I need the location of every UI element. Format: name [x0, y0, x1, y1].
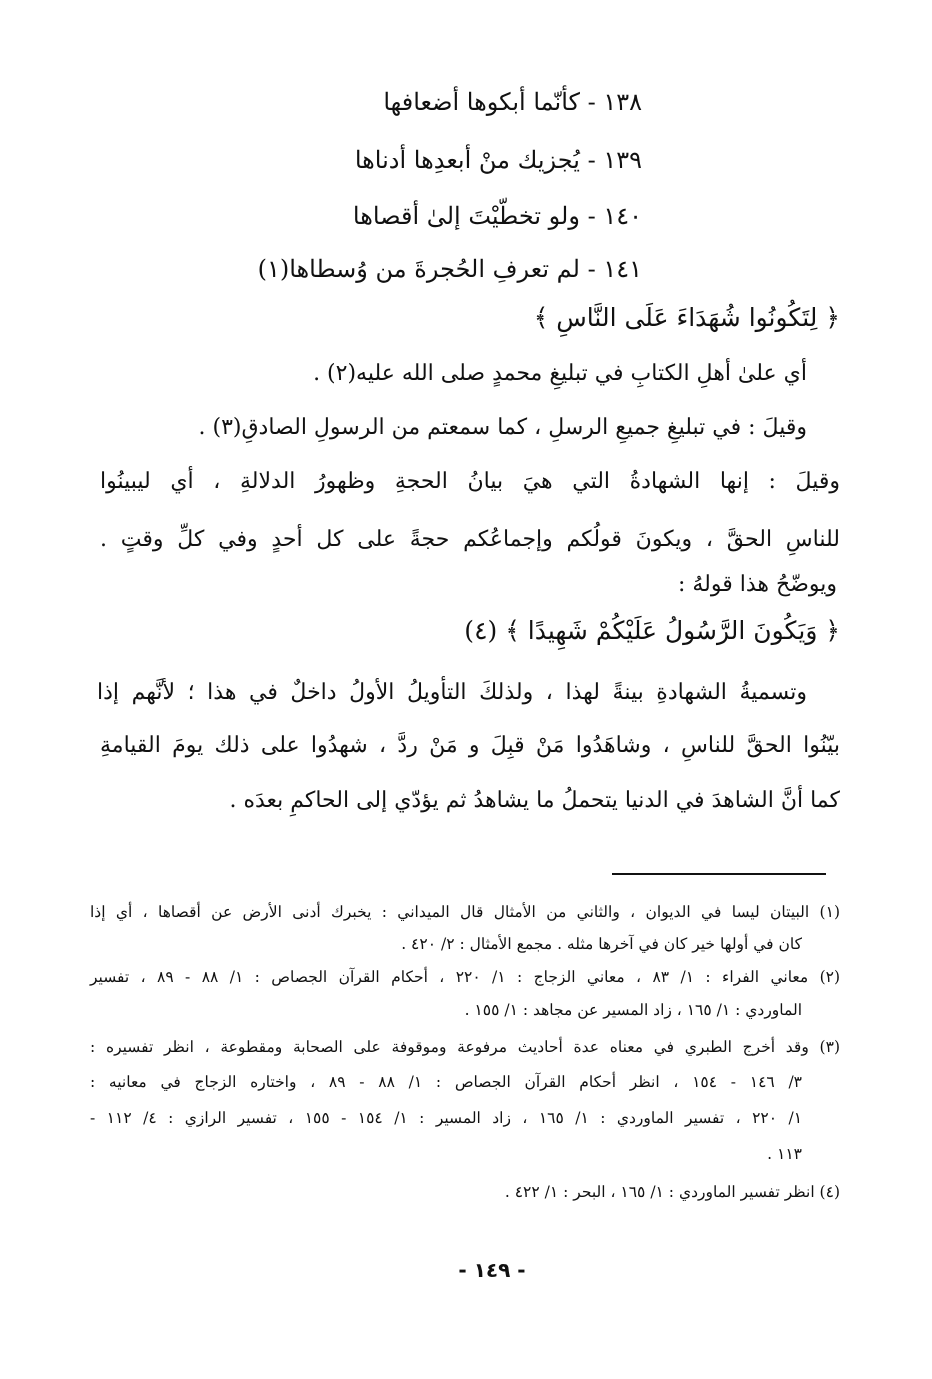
paragraph-4-line-3: كما أنَّ الشاهدَ في الدنيا يتحملُ ما يشاهدُ ثم يؤدّي إلى الحاكمِ بعدَه . — [229, 788, 840, 813]
quran-quote-2: ﴿ وَيَكُونَ الرَّسُولُ عَلَيْكُمْ شَهِيدًا ﴾ (٤) — [464, 616, 840, 645]
paragraph-4-line-1: وتسميةُ الشهادةِ بينةً لهذا ، ولذلكَ التأويلُ الأولُ داخلٌ في هذا ؛ لأنَّهم إذا — [97, 680, 807, 705]
footnote-3-line-1: (٣) وقد أخرج الطبري في معناه عدة أحاديث مرفوعة وموقوفة على الصحابة ومقطوعة ، انظر تفسيره : — [90, 1038, 840, 1056]
paragraph-4-line-2: بيّنُوا الحقَّ للناسِ ، وشاهَدُوا مَنْ قبِلَ و مَنْ ردَّ ، شهدُوا على ذلك يومَ القيامةِ — [100, 733, 840, 758]
footnote-1-line-1: (١) البيتان ليسا في الديوان ، والثاني من الأمثال قال الميداني : يخبرك أدنى الأرض عن أقصاها ، أي إذا — [90, 903, 840, 921]
paragraph-3-line-1: وقيلَ : إنها الشهادةُ التي هيَ بيانُ الحجةِ وظهورُ الدلالةِ ، أي ليبينُوا — [100, 469, 840, 494]
paragraph-3-line-3: ويوضّحُ هذا قولهُ : — [677, 572, 837, 597]
footnote-4: (٤) انظر تفسير الماوردي : ١/ ١٦٥ ، البحر : ١/ ٤٢٢ . — [504, 1183, 840, 1201]
paragraph-3-line-2: للناسِ الحقَّ ، ويكونَ قولُكم وإجماعُكم حجةً على كل أحدٍ وفي كلِّ وقتٍ . — [100, 527, 840, 552]
paragraph-2: وقيلَ : في تبليغِ جميعِ الرسلِ ، كما سمعتم من الرسولِ الصادقِ(٣) . — [198, 415, 807, 440]
footnote-3-line-2: ٣/ ١٤٦ - ١٥٤ ، انظر أحكام القرآن الجصاص : ١/ ٨٨ - ٨٩ ، واختاره الزجاج في معانيه : — [90, 1073, 802, 1091]
verse-139: ١٣٩ - يُجزيك منْ أبعدِها أدناها — [354, 146, 642, 174]
footnote-separator — [612, 873, 826, 875]
verse-141: ١٤١ - لم تعرفِ الحُجرةَ من وُسطاها(١) — [257, 255, 642, 283]
footnote-2-line-1: (٢) معاني الفراء : ١/ ٨٣ ، معاني الزجاج : ١/ ٢٢٠ ، أحكام القرآن الجصاص : ١/ ٨٨ - ٨٩ ، تفسير — [90, 968, 841, 986]
footnote-3-line-3: ١/ ٢٢٠ ، تفسير الماوردي : ١/ ١٦٥ ، زاد المسير : ١/ ١٥٤ - ١٥٥ ، تفسير الرازي : ٤/ ١١٢ - — [90, 1109, 803, 1127]
verse-140: ١٤٠ - ولو تخطّيْتَ إلىٰ أقصاها — [352, 202, 642, 230]
quran-quote-1: ﴿ لِتَكُونُوا شُهَدَاءَ عَلَى النَّاسِ ﴾ — [533, 303, 840, 332]
footnote-3-line-4: ١١٣ . — [767, 1145, 802, 1163]
page-number: - ١٤٩ - — [458, 1258, 526, 1282]
footnote-1-line-2: كان في أولها خير كان في آخرها مثله . مجمع الأمثال : ٢/ ٤٢٠ . — [401, 935, 802, 953]
footnote-2-line-2: الماوردي : ١/ ١٦٥ ، زاد المسير عن مجاهد : ١/ ١٥٥ . — [464, 1001, 802, 1019]
paragraph-1: أي علىٰ أهلِ الكتابِ في تبليغِ محمدٍ صلى الله عليه(٢) . — [313, 361, 807, 386]
verse-138: ١٣٨ - كأنّما أبكوها أضعافها — [383, 88, 642, 116]
